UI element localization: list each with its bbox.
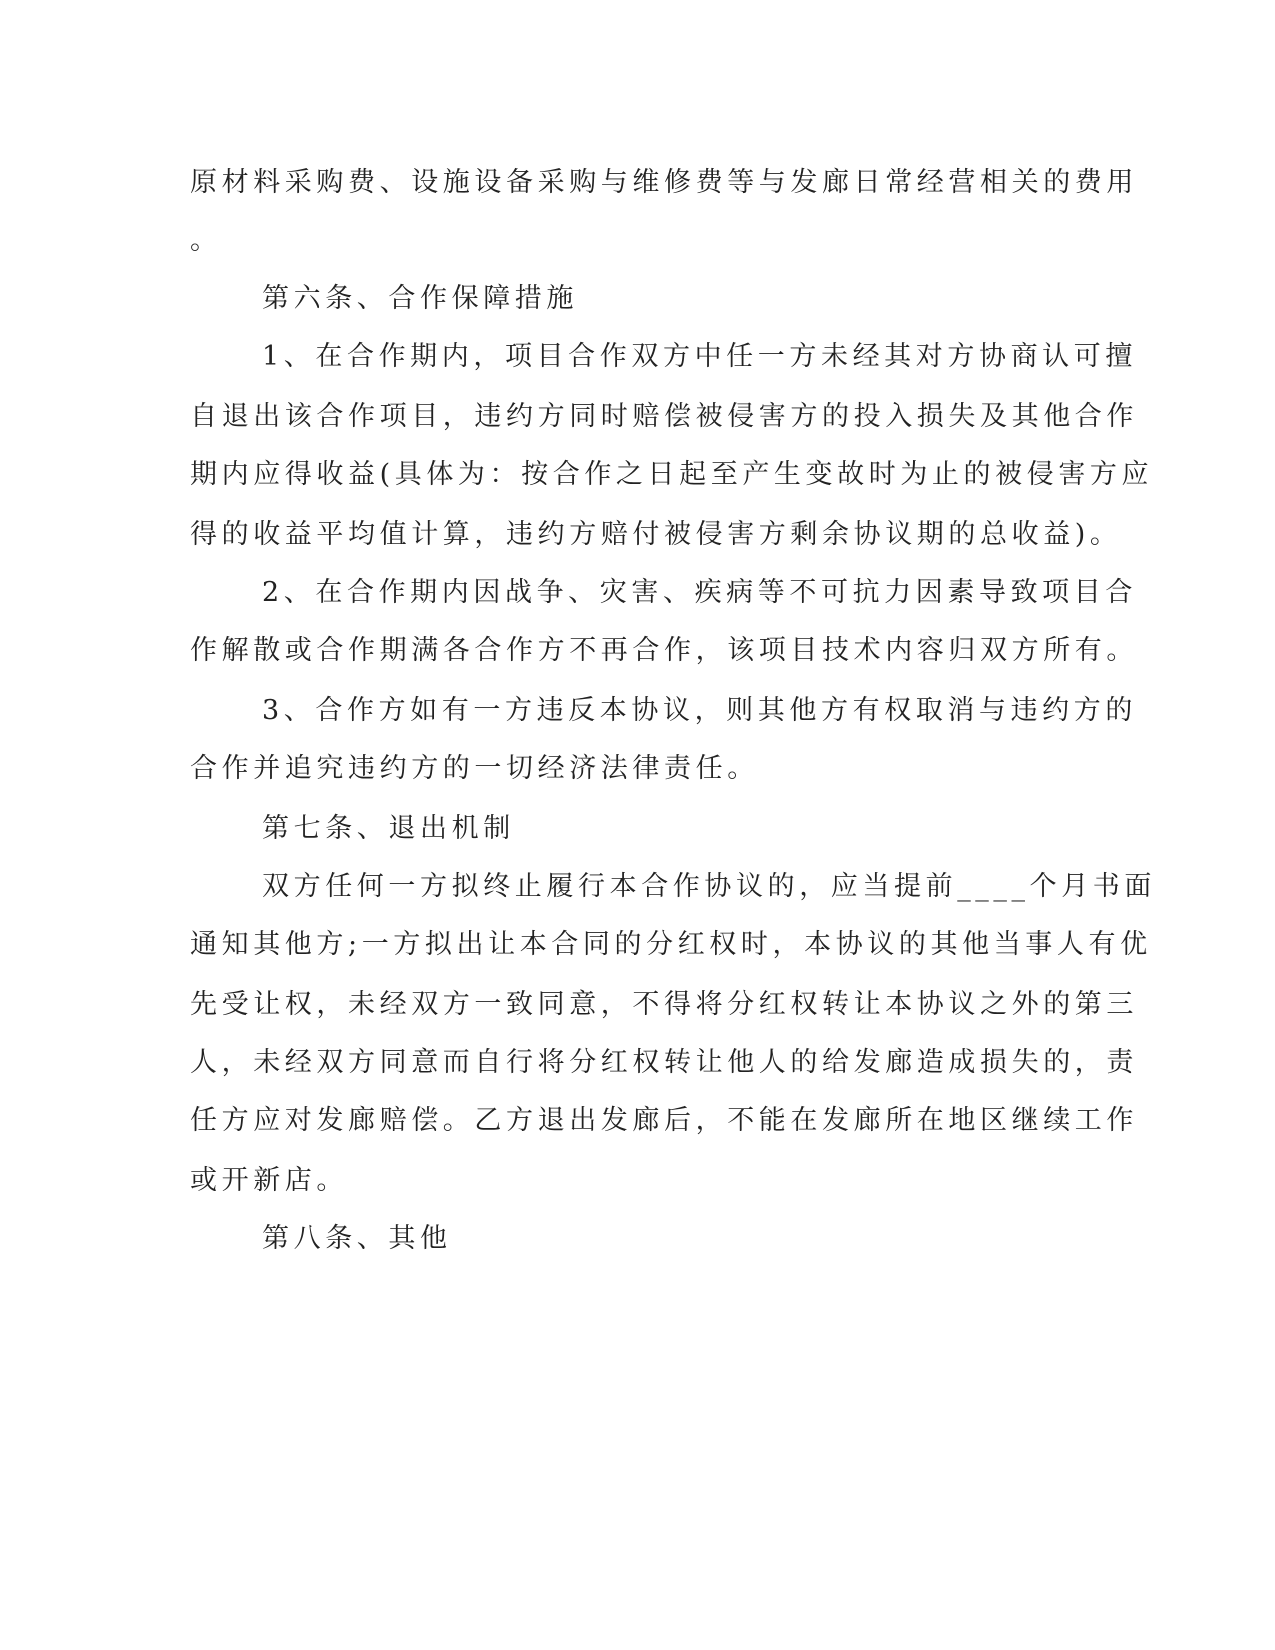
text-line: 人，未经双方同意而自行将分红权转让他人的给发廊造成损失的，责 <box>190 1047 1138 1078</box>
text-line: 或开新店。 <box>190 1165 348 1196</box>
text-line: 3、合作方如有一方违反本协议，则其他方有权取消与违约方的 <box>262 695 1137 726</box>
text-line: 作解散或合作期满各合作方不再合作，该项目技术内容归双方所有。 <box>190 635 1138 666</box>
text-line: 得的收益平均值计算，违约方赔付被侵害方剩余协议期的总收益)。 <box>190 519 1122 550</box>
text-line: 自退出该合作项目，违约方同时赔偿被侵害方的投入损失及其他合作 <box>190 401 1138 432</box>
text-line: 原材料采购费、设施设备采购与维修费等与发廊日常经营相关的费用 <box>190 167 1138 198</box>
section-heading: 第六条、合作保障措施 <box>262 283 578 314</box>
text-line: 。 <box>190 225 222 256</box>
text-line: 期内应得收益(具体为：按合作之日起至产生变故时为止的被侵害方应 <box>190 459 1154 490</box>
text-line: 通知其他方;一方拟出让本合同的分红权时，本协议的其他当事人有优 <box>190 929 1152 960</box>
section-heading: 第八条、其他 <box>262 1223 452 1254</box>
text-line: 先受让权，未经双方一致同意，不得将分红权转让本协议之外的第三 <box>190 989 1138 1020</box>
text-line: 1、在合作期内，项目合作双方中任一方未经其对方协商认可擅 <box>262 341 1137 372</box>
section-heading: 第七条、退出机制 <box>262 813 515 844</box>
text-line: 双方任何一方拟终止履行本合作协议的，应当提前____个月书面 <box>262 871 1156 902</box>
text-line: 合作并追究违约方的一切经济法律责任。 <box>190 753 759 784</box>
text-line: 2、在合作期内因战争、灾害、疾病等不可抗力因素导致项目合 <box>262 577 1137 608</box>
text-line: 任方应对发廊赔偿。乙方退出发廊后，不能在发廊所在地区继续工作 <box>190 1105 1138 1136</box>
